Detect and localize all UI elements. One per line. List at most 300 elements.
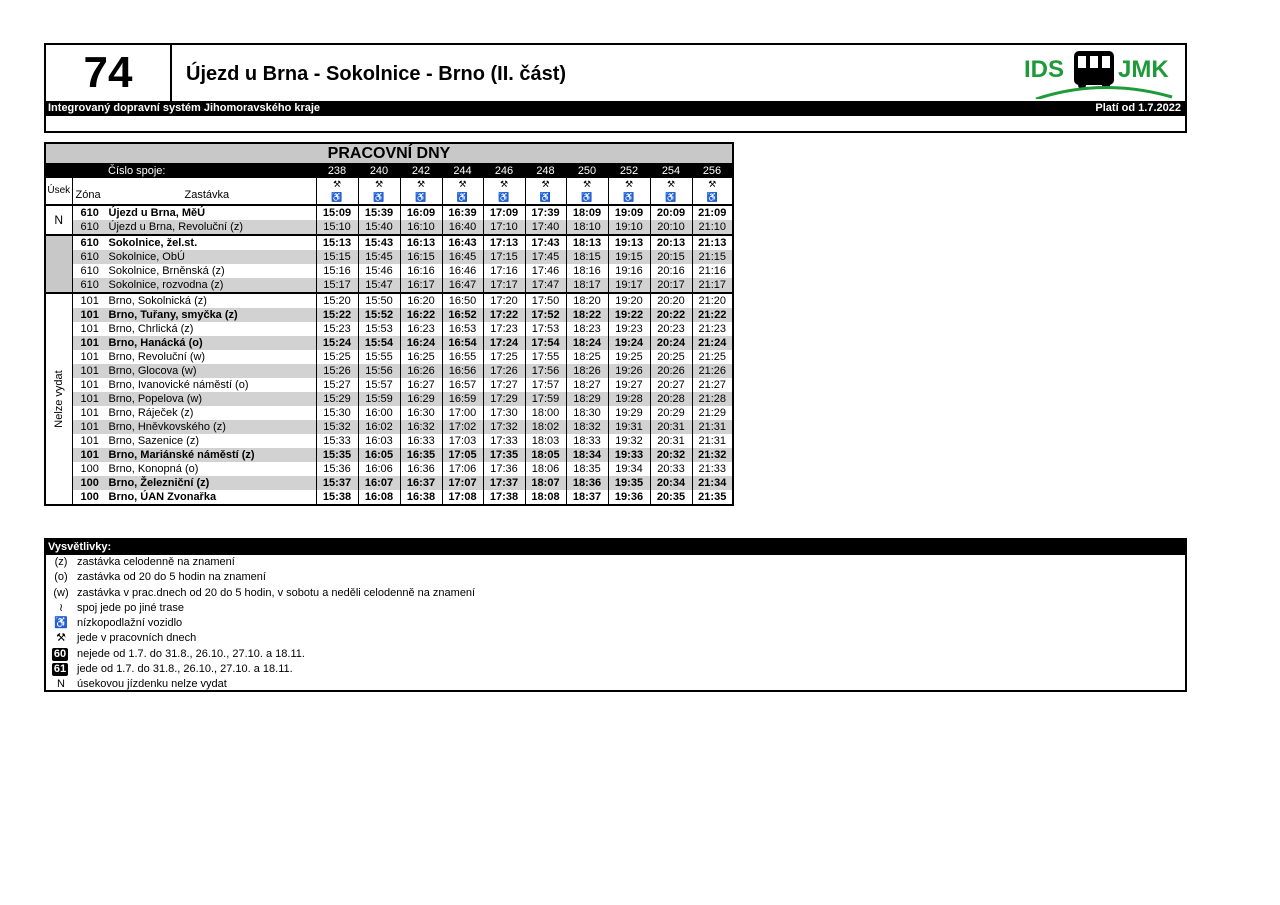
departure-time: 16:00 bbox=[358, 406, 400, 420]
departure-time: 18:07 bbox=[525, 476, 566, 490]
legend-item bbox=[46, 586, 1185, 601]
departure-time: 15:13 bbox=[316, 235, 358, 250]
legend-text: zastávka v prac.dnech od 20 do 5 hodin, v sobotu a neděli celodenně na znamení bbox=[77, 586, 476, 599]
departure-time: 16:08 bbox=[358, 490, 400, 505]
departure-time: 16:38 bbox=[400, 490, 442, 505]
departure-time: 20:31 bbox=[650, 434, 692, 448]
stop-name: Sokolnice, rozvodna (z) bbox=[108, 279, 224, 291]
nelze-vydat-label: Nelze vydat bbox=[52, 370, 65, 428]
stop-cell bbox=[72, 378, 316, 392]
departure-time: 17:26 bbox=[483, 364, 525, 378]
departure-time: 21:31 bbox=[692, 420, 733, 434]
zone-number: 610 bbox=[80, 207, 99, 219]
departure-time: 17:39 bbox=[525, 205, 566, 220]
departure-time: 20:13 bbox=[650, 235, 692, 250]
stop-row bbox=[45, 434, 733, 448]
trip-number-label: Číslo spoje: bbox=[108, 165, 166, 177]
departure-time: 16:53 bbox=[442, 322, 483, 336]
stop-name: Brno, Sazenice (z) bbox=[108, 435, 199, 447]
departure-time: 21:24 bbox=[692, 336, 733, 350]
trip-number: 242 bbox=[411, 165, 431, 177]
trip-number: 250 bbox=[577, 165, 597, 177]
departure-time: 17:27 bbox=[483, 378, 525, 392]
departure-time: 19:28 bbox=[608, 392, 650, 406]
zone-number: 610 bbox=[80, 265, 99, 277]
wheelchair-icon: ♿ bbox=[498, 192, 510, 202]
legend-text: zastávka od 20 do 5 hodin na znamení bbox=[77, 571, 266, 584]
departure-time: 18:06 bbox=[525, 462, 566, 476]
departure-time: 18:37 bbox=[566, 490, 608, 505]
zone-number: 610 bbox=[80, 251, 99, 263]
stop-cell bbox=[72, 336, 316, 350]
legend-symbol: (w) bbox=[53, 586, 69, 599]
stop-name: Brno, Popelova (w) bbox=[108, 393, 203, 405]
legend-symbol: 61 bbox=[53, 663, 67, 676]
departure-time: 15:23 bbox=[316, 322, 358, 336]
departure-time: 17:20 bbox=[483, 293, 525, 308]
departure-time: 15:36 bbox=[316, 462, 358, 476]
stop-name: Brno, Ivanovické náměstí (o) bbox=[108, 379, 249, 391]
departure-time: 17:37 bbox=[483, 476, 525, 490]
stop-row bbox=[45, 378, 733, 392]
trip-icons bbox=[525, 178, 566, 205]
departure-time: 18:23 bbox=[566, 322, 608, 336]
legend-item bbox=[46, 570, 1185, 585]
departure-time: 17:35 bbox=[483, 448, 525, 462]
legend-item bbox=[46, 677, 1185, 692]
stop-row bbox=[45, 278, 733, 293]
departure-time: 16:24 bbox=[400, 336, 442, 350]
stop-cell bbox=[72, 476, 316, 490]
stop-cell bbox=[72, 220, 316, 235]
workday-icon: ⚒ bbox=[541, 179, 550, 189]
workday-icon: ⚒ bbox=[708, 179, 717, 189]
departure-time: 21:27 bbox=[692, 378, 733, 392]
departure-time: 20:20 bbox=[650, 293, 692, 308]
departure-time: 16:26 bbox=[400, 364, 442, 378]
stop-cell bbox=[72, 308, 316, 322]
departure-time: 15:46 bbox=[358, 264, 400, 278]
valid-from: Platí od 1.7.2022 bbox=[1095, 102, 1181, 114]
departure-time: 21:29 bbox=[692, 406, 733, 420]
zone-number: 101 bbox=[80, 309, 99, 321]
stop-name: Újezd u Brna, MěÚ bbox=[108, 207, 206, 219]
departure-time: 16:55 bbox=[442, 350, 483, 364]
zone-number: 101 bbox=[80, 393, 99, 405]
departure-time: 17:24 bbox=[483, 336, 525, 350]
legend-symbol: N bbox=[57, 678, 65, 691]
trip-number: 252 bbox=[619, 165, 639, 177]
trip-icons bbox=[566, 178, 608, 205]
stop-row bbox=[45, 322, 733, 336]
departure-time: 16:52 bbox=[442, 308, 483, 322]
departure-time: 16:03 bbox=[358, 434, 400, 448]
stop-name: Brno, Sokolnická (z) bbox=[108, 295, 207, 307]
departure-time: 20:33 bbox=[650, 462, 692, 476]
departure-time: 18:26 bbox=[566, 364, 608, 378]
stop-cell bbox=[72, 364, 316, 378]
departure-time: 18:03 bbox=[525, 434, 566, 448]
legend-item bbox=[46, 555, 1185, 570]
trip-icons bbox=[692, 178, 733, 205]
departure-time: 18:15 bbox=[566, 250, 608, 264]
legend-text: nízkopodlažní vozidlo bbox=[77, 617, 183, 630]
departure-time: 20:17 bbox=[650, 278, 692, 293]
departure-time: 19:27 bbox=[608, 378, 650, 392]
stop-row bbox=[45, 476, 733, 490]
departure-time: 16:33 bbox=[400, 434, 442, 448]
wheelchair-icon: ♿ bbox=[415, 192, 427, 202]
zone-number: 101 bbox=[80, 379, 99, 391]
departure-time: 18:22 bbox=[566, 308, 608, 322]
stop-name: Sokolnice, Brněnská (z) bbox=[108, 265, 225, 277]
departure-time: 16:39 bbox=[442, 205, 483, 220]
stop-cell bbox=[72, 293, 316, 308]
departure-time: 16:35 bbox=[400, 448, 442, 462]
departure-time: 20:23 bbox=[650, 322, 692, 336]
workday-icon: ⚒ bbox=[624, 179, 634, 189]
departure-time: 15:25 bbox=[316, 350, 358, 364]
stop-cell bbox=[72, 434, 316, 448]
departure-time: 20:29 bbox=[650, 406, 692, 420]
departure-time: 16:56 bbox=[442, 364, 483, 378]
departure-time: 20:34 bbox=[650, 476, 692, 490]
zone-number: 101 bbox=[80, 337, 99, 349]
departure-time: 15:52 bbox=[358, 308, 400, 322]
departure-time: 20:15 bbox=[650, 250, 692, 264]
departure-time: 19:20 bbox=[608, 293, 650, 308]
legend-item bbox=[46, 616, 1185, 631]
stop-name: Brno, Chrlická (z) bbox=[108, 323, 194, 335]
departure-time: 15:22 bbox=[316, 308, 358, 322]
departure-time: 20:28 bbox=[650, 392, 692, 406]
departure-time: 18:13 bbox=[566, 235, 608, 250]
zastavka-header: Zastávka bbox=[184, 189, 230, 201]
usek-header: Úsek bbox=[45, 178, 72, 205]
trip-icons bbox=[442, 178, 483, 205]
column-header-row bbox=[45, 178, 733, 205]
departure-time: 19:33 bbox=[608, 448, 650, 462]
system-name: Integrovaný dopravní systém Jihomoravského kraje bbox=[48, 102, 321, 114]
workday-icon: ⚒ bbox=[374, 179, 384, 189]
departure-time: 17:52 bbox=[525, 308, 566, 322]
legend-item bbox=[46, 601, 1185, 616]
departure-time: 15:35 bbox=[316, 448, 358, 462]
workday-icon: ⚒ bbox=[582, 179, 592, 189]
departure-time: 16:20 bbox=[400, 293, 442, 308]
departure-time: 17:15 bbox=[483, 250, 525, 264]
departure-time: 16:22 bbox=[400, 308, 442, 322]
stop-name: Brno, Železniční (z) bbox=[108, 477, 210, 489]
departure-time: 21:26 bbox=[692, 364, 733, 378]
departure-time: 21:10 bbox=[692, 220, 733, 235]
workday-icon: ⚒ bbox=[416, 179, 426, 189]
workday-icon: ⚒ bbox=[56, 632, 66, 645]
departure-time: 20:32 bbox=[650, 448, 692, 462]
departure-time: 15:38 bbox=[316, 490, 358, 505]
departure-time: 17:59 bbox=[525, 392, 566, 406]
departure-time: 19:22 bbox=[608, 308, 650, 322]
usek-nelze-vydat bbox=[45, 293, 72, 505]
route-title: Újezd u Brna - Sokolnice - Brno (II. část) bbox=[186, 63, 567, 85]
departure-time: 17:06 bbox=[442, 462, 483, 476]
departure-time: 15:30 bbox=[316, 406, 358, 420]
trip-number: 256 bbox=[702, 165, 722, 177]
trip-number: 240 bbox=[369, 165, 389, 177]
zone-number: 101 bbox=[80, 323, 99, 335]
departure-time: 15:40 bbox=[358, 220, 400, 235]
departure-time: 19:35 bbox=[608, 476, 650, 490]
departure-time: 18:34 bbox=[566, 448, 608, 462]
trip-icons bbox=[358, 178, 400, 205]
stop-cell bbox=[72, 278, 316, 293]
departure-time: 15:43 bbox=[358, 235, 400, 250]
departure-time: 17:17 bbox=[483, 278, 525, 293]
stop-cell bbox=[72, 235, 316, 250]
zone-number: 610 bbox=[80, 279, 99, 291]
departure-time: 21:34 bbox=[692, 476, 733, 490]
departure-time: 18:05 bbox=[525, 448, 566, 462]
departure-time: 17:22 bbox=[483, 308, 525, 322]
legend-symbol: (o) bbox=[54, 571, 68, 584]
stop-row bbox=[45, 490, 733, 505]
wheelchair-icon: ♿ bbox=[331, 192, 343, 202]
workday-icon: ⚒ bbox=[666, 179, 676, 189]
departure-time: 16:30 bbox=[400, 406, 442, 420]
departure-time: 17:29 bbox=[483, 392, 525, 406]
timetable-header bbox=[44, 43, 1187, 133]
departure-time: 15:24 bbox=[316, 336, 358, 350]
stop-name: Brno, Glocova (w) bbox=[108, 365, 197, 377]
departure-time: 17:08 bbox=[442, 490, 483, 505]
wheelchair-icon: ♿ bbox=[665, 192, 677, 202]
usek-n-marker: N bbox=[45, 205, 72, 235]
departure-time: 19:13 bbox=[608, 235, 650, 250]
stop-name: Brno, Mariánské náměstí (z) bbox=[108, 449, 255, 461]
ids-jmk-logo bbox=[1022, 47, 1182, 99]
departure-time: 19:23 bbox=[608, 322, 650, 336]
legend-text: úsekovou jízdenku nelze vydat bbox=[77, 678, 227, 691]
stop-name: Újezd u Brna, Revoluční (z) bbox=[108, 221, 243, 233]
stop-row bbox=[45, 235, 733, 250]
trip-number: 246 bbox=[494, 165, 514, 177]
stop-row bbox=[45, 462, 733, 476]
stop-row bbox=[45, 420, 733, 434]
departure-time: 16:23 bbox=[400, 322, 442, 336]
stop-cell bbox=[72, 490, 316, 505]
departure-time: 19:09 bbox=[608, 205, 650, 220]
workday-icon: ⚒ bbox=[458, 179, 467, 189]
stop-row bbox=[45, 392, 733, 406]
departure-time: 21:13 bbox=[692, 235, 733, 250]
departure-time: 16:16 bbox=[400, 264, 442, 278]
departure-time: 17:09 bbox=[483, 205, 525, 220]
departure-time: 19:15 bbox=[608, 250, 650, 264]
legend-item bbox=[46, 631, 1185, 646]
departure-time: 15:15 bbox=[316, 250, 358, 264]
departure-time: 18:20 bbox=[566, 293, 608, 308]
departure-time: 18:00 bbox=[525, 406, 566, 420]
stop-row bbox=[45, 293, 733, 308]
stop-row bbox=[45, 406, 733, 420]
stop-row bbox=[45, 350, 733, 364]
legend-symbol: 60 bbox=[53, 647, 67, 660]
legend bbox=[44, 538, 1187, 692]
departure-time: 21:17 bbox=[692, 278, 733, 293]
departure-time: 19:10 bbox=[608, 220, 650, 235]
departure-time: 17:53 bbox=[525, 322, 566, 336]
departure-time: 21:28 bbox=[692, 392, 733, 406]
stop-name: Brno, ÚAN Zvonařka bbox=[108, 491, 217, 503]
stop-name: Brno, Hanácká (o) bbox=[108, 337, 203, 349]
departure-time: 15:16 bbox=[316, 264, 358, 278]
departure-time: 16:46 bbox=[442, 264, 483, 278]
departure-time: 18:25 bbox=[566, 350, 608, 364]
departure-time: 16:02 bbox=[358, 420, 400, 434]
zone-number: 100 bbox=[80, 477, 99, 489]
departure-time: 17:47 bbox=[525, 278, 566, 293]
stop-cell bbox=[72, 406, 316, 420]
workday-icon: ⚒ bbox=[332, 179, 342, 189]
wheelchair-icon: ♿ bbox=[539, 192, 552, 202]
departure-time: 16:09 bbox=[400, 205, 442, 220]
departure-time: 19:29 bbox=[608, 406, 650, 420]
zone-number: 101 bbox=[80, 295, 99, 307]
departure-time: 18:30 bbox=[566, 406, 608, 420]
usek-grey-block bbox=[45, 235, 72, 293]
departure-time: 19:34 bbox=[608, 462, 650, 476]
departure-time: 17:25 bbox=[483, 350, 525, 364]
logo-text-left: IDS bbox=[1024, 56, 1065, 83]
departure-time: 21:33 bbox=[692, 462, 733, 476]
departure-time: 15:10 bbox=[316, 220, 358, 235]
stop-name: Brno, Konopná (o) bbox=[108, 463, 199, 475]
departure-time: 17:55 bbox=[525, 350, 566, 364]
departure-time: 18:33 bbox=[566, 434, 608, 448]
departure-time: 19:31 bbox=[608, 420, 650, 434]
departure-time: 16:59 bbox=[442, 392, 483, 406]
departure-time: 15:39 bbox=[358, 205, 400, 220]
departure-time: 19:25 bbox=[608, 350, 650, 364]
departure-time: 17:03 bbox=[442, 434, 483, 448]
departure-time: 20:09 bbox=[650, 205, 692, 220]
departure-time: 15:09 bbox=[316, 205, 358, 220]
departure-time: 18:17 bbox=[566, 278, 608, 293]
departure-time: 18:24 bbox=[566, 336, 608, 350]
departure-time: 21:15 bbox=[692, 250, 733, 264]
departure-time: 20:16 bbox=[650, 264, 692, 278]
departure-time: 21:25 bbox=[692, 350, 733, 364]
trip-icons bbox=[483, 178, 525, 205]
legend-text: jede v pracovních dnech bbox=[77, 632, 197, 645]
departure-time: 17:07 bbox=[442, 476, 483, 490]
departure-time: 21:35 bbox=[692, 490, 733, 505]
departure-time: 17:02 bbox=[442, 420, 483, 434]
zone-number: 610 bbox=[80, 237, 99, 249]
departure-time: 15:56 bbox=[358, 364, 400, 378]
zone-number: 101 bbox=[80, 421, 99, 433]
departure-time: 21:32 bbox=[692, 448, 733, 462]
departure-time: 17:23 bbox=[483, 322, 525, 336]
legend-text: jede od 1.7. do 31.8., 26.10., 27.10. a 18.11. bbox=[77, 663, 293, 676]
departure-time: 20:27 bbox=[650, 378, 692, 392]
departure-time: 17:36 bbox=[483, 462, 525, 476]
departure-time: 15:53 bbox=[358, 322, 400, 336]
departure-time: 17:30 bbox=[483, 406, 525, 420]
wheelchair-icon: ♿ bbox=[581, 192, 593, 202]
stop-header bbox=[72, 178, 316, 205]
stop-row bbox=[45, 250, 733, 264]
departure-time: 17:50 bbox=[525, 293, 566, 308]
trip-icons bbox=[608, 178, 650, 205]
departure-time: 18:02 bbox=[525, 420, 566, 434]
departure-time: 16:47 bbox=[442, 278, 483, 293]
stop-name: Sokolnice, žel.st. bbox=[108, 237, 198, 249]
departure-time: 15:47 bbox=[358, 278, 400, 293]
stop-cell bbox=[72, 350, 316, 364]
departure-time: 17:16 bbox=[483, 264, 525, 278]
stop-row bbox=[45, 220, 733, 235]
trip-number: 238 bbox=[327, 165, 347, 177]
departure-time: 15:32 bbox=[316, 420, 358, 434]
stop-cell bbox=[72, 205, 316, 220]
departure-time: 15:37 bbox=[316, 476, 358, 490]
stop-cell bbox=[72, 392, 316, 406]
trip-number: 254 bbox=[661, 165, 681, 177]
stop-name: Brno, Revoluční (w) bbox=[108, 351, 206, 363]
departure-time: 17:33 bbox=[483, 434, 525, 448]
departure-time: 16:36 bbox=[400, 462, 442, 476]
departure-time: 16:40 bbox=[442, 220, 483, 235]
header-info-bar bbox=[46, 101, 1185, 116]
trip-numbers-row bbox=[45, 164, 733, 179]
departure-time: 17:10 bbox=[483, 220, 525, 235]
departure-time: 17:00 bbox=[442, 406, 483, 420]
logo-text-right: JMK bbox=[1118, 56, 1169, 83]
wheelchair-icon: ♿ bbox=[706, 192, 718, 202]
departure-time: 18:09 bbox=[566, 205, 608, 220]
departure-time: 20:35 bbox=[650, 490, 692, 505]
departure-time: 15:59 bbox=[358, 392, 400, 406]
departure-time: 16:15 bbox=[400, 250, 442, 264]
departure-time: 17:54 bbox=[525, 336, 566, 350]
departure-time: 20:26 bbox=[650, 364, 692, 378]
departure-time: 17:46 bbox=[525, 264, 566, 278]
departure-time: 16:37 bbox=[400, 476, 442, 490]
departure-time: 16:29 bbox=[400, 392, 442, 406]
departure-time: 21:16 bbox=[692, 264, 733, 278]
departure-time: 16:07 bbox=[358, 476, 400, 490]
departure-time: 16:50 bbox=[442, 293, 483, 308]
departure-time: 19:24 bbox=[608, 336, 650, 350]
departure-time: 20:25 bbox=[650, 350, 692, 364]
departure-time: 19:36 bbox=[608, 490, 650, 505]
departure-time: 17:40 bbox=[525, 220, 566, 235]
trip-icons bbox=[650, 178, 692, 205]
departure-time: 15:45 bbox=[358, 250, 400, 264]
departure-time: 15:17 bbox=[316, 278, 358, 293]
departure-time: 16:25 bbox=[400, 350, 442, 364]
stop-cell bbox=[72, 264, 316, 278]
zone-number: 100 bbox=[80, 463, 99, 475]
timetable bbox=[44, 142, 734, 506]
zone-number: 100 bbox=[80, 491, 99, 503]
zone-number: 101 bbox=[80, 435, 99, 447]
legend-item bbox=[46, 647, 1185, 662]
day-type-title: PRACOVNÍ DNY bbox=[45, 143, 733, 164]
wheelchair-icon: ♿ bbox=[373, 192, 385, 202]
workday-icon: ⚒ bbox=[499, 179, 509, 189]
